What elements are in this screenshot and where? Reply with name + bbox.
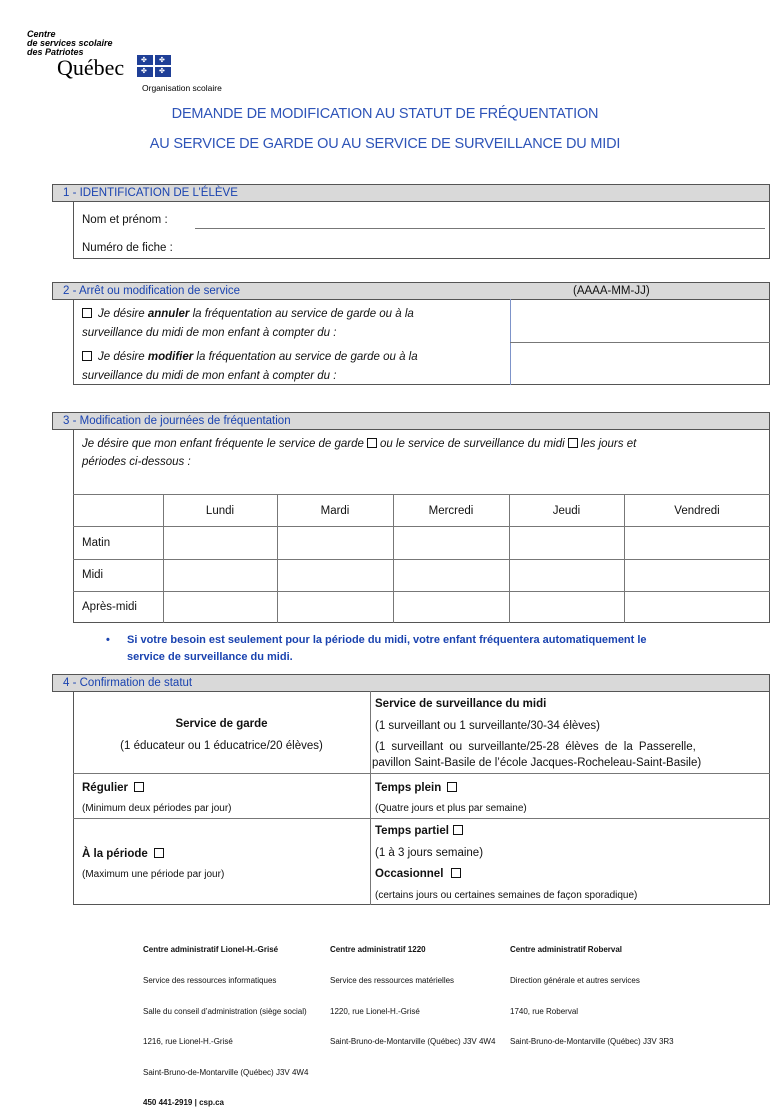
day-mercredi: Mercredi [428, 505, 474, 517]
footer-col-1-line: Salle du conseil d’administration (siège social) [143, 1006, 307, 1016]
section-4-row-2 [73, 818, 770, 819]
periode-option: À la période [82, 848, 167, 860]
midi-checkbox[interactable] [568, 438, 578, 448]
option-annuler-line-2: surveillance du midi de mon enfant à compter du : [82, 327, 337, 339]
section-1-box [73, 201, 770, 259]
annuler-checkbox[interactable] [82, 308, 92, 318]
temps-plein-note: (Quatre jours et plus par semaine) [375, 803, 527, 814]
footer-col-3-line: Direction générale et autres services [510, 976, 640, 986]
garde-ratio: (1 éducateur ou 1 éducatrice/20 élèves) [120, 740, 323, 752]
footer-col-3-line: 1740, rue Roberval [510, 1006, 579, 1016]
footer-col-2 [330, 925, 495, 1058]
option-modifier: Je désire modifier la fréquentation au service de garde ou à la [80, 351, 418, 363]
section-3-intro-line-2: périodes ci-dessous : [82, 456, 191, 468]
logo-line-2: de services scolaire [27, 38, 113, 48]
logo-line-3: des Patriotes [27, 47, 84, 57]
temps-partiel-option: Temps partiel [375, 825, 466, 837]
midi-ratio-2-line-2: pavillon Saint-Basile de l’école Jacques-Rocheleau-Saint-Basile) [372, 757, 702, 769]
annuler-date-field[interactable] [511, 300, 769, 342]
midi-ratio-2: (1 surveillant ou surveillante/25-28 élèves de la Passerelle, [375, 741, 696, 753]
footer-col-3 [510, 925, 674, 1058]
footer-col-1-line: 1216, rue Lionel-H.-Grisé [143, 1037, 233, 1047]
option-modifier-line-2: surveillance du midi de mon enfant à compter du : [82, 370, 337, 382]
date-format-label: (AAAA-MM-JJ) [573, 285, 650, 297]
section-3-intro: Je désire que mon enfant fréquente le service de garde ou le service de surveillance du midi les jours et [82, 438, 637, 451]
temps-plein-checkbox[interactable] [447, 782, 457, 792]
title-line-2: AU SERVICE DE GARDE OU AU SERVICE DE SURVEILLANCE DU MIDI [149, 136, 621, 152]
footer-col-1-title: Centre administratif Lionel-H.-Grisé [143, 945, 279, 955]
footer-col-1 [143, 925, 308, 1119]
footer-col-3-line: Saint-Bruno-de-Montarville (Québec) J3V 3R3 [510, 1037, 674, 1047]
logo [27, 30, 227, 95]
periode-note: (Maximum une période par jour) [82, 869, 225, 880]
footer-col-1-line: Saint-Bruno-de-Montarville (Québec) J3V 4W4 [143, 1067, 309, 1077]
section-4-row-1 [73, 773, 770, 774]
regulier-note: (Minimum deux périodes par jour) [82, 803, 232, 814]
occasionnel-note: (certains jours ou certaines semaines de façon sporadique) [375, 890, 638, 901]
modifier-checkbox[interactable] [82, 351, 92, 361]
temps-partiel-note: (1 à 3 jours semaine) [375, 847, 484, 859]
logo-quebec: Québec [57, 55, 125, 80]
temps-partiel-checkbox[interactable] [453, 825, 463, 835]
midi-title: Service de surveillance du midi [375, 698, 547, 710]
title-line-1: DEMANDE DE MODIFICATION AU STATUT DE FRÉQUENTATION [171, 106, 599, 122]
option-annuler: Je désire annuler la fréquentation au service de garde ou à la [80, 308, 414, 320]
garde-title: Service de garde [175, 718, 268, 730]
section-4-header: 4 - Confirmation de statut [52, 674, 770, 692]
temps-plein-option: Temps plein [375, 782, 460, 794]
day-vendredi: Vendredi [674, 505, 720, 517]
footer-col-1-line: Service des ressources informatiques [143, 976, 277, 986]
regulier-option: Régulier [82, 782, 147, 794]
period-apres-midi: Après-midi [82, 601, 137, 613]
day-jeudi: Jeudi [552, 505, 581, 517]
section-1-header: 1 - IDENTIFICATION DE L’ÉLÈVE [52, 184, 770, 202]
day-lundi: Lundi [205, 505, 235, 517]
logo-line-1: Centre [27, 29, 56, 39]
period-matin: Matin [82, 537, 111, 549]
occasionnel-option: Occasionnel [375, 868, 464, 880]
logo-org: Organisation scolaire [142, 83, 222, 93]
periode-checkbox[interactable] [154, 848, 164, 858]
garde-checkbox[interactable] [367, 438, 377, 448]
quebec-flag-icon: ✤ ✤ ✤ ✤ [137, 55, 171, 77]
footer-col-2-line: 1220, rue Lionel-H.-Grisé [330, 1006, 420, 1016]
section-4-divider [370, 691, 371, 905]
section-3-header: 3 - Modification de journées de fréquentation [52, 412, 770, 430]
footer-contact: 450 441-2919 | csp.ca [143, 1098, 224, 1108]
section-2-header [52, 282, 770, 300]
footer-col-2-title: Centre administratif 1220 [330, 945, 426, 955]
day-mardi: Mardi [320, 505, 350, 517]
section-2-title: 2 - Arrêt ou modification de service [63, 285, 241, 297]
footer-col-3-title: Centre administratif Roberval [510, 945, 623, 955]
regulier-checkbox[interactable] [134, 782, 144, 792]
footer-col-2-line: Saint-Bruno-de-Montarville (Québec) J3V 4W4 [330, 1037, 496, 1047]
name-label: Nom et prénom : [82, 214, 168, 226]
fiche-label: Numéro de fiche : [82, 242, 173, 254]
name-field[interactable] [195, 228, 765, 229]
modifier-date-field[interactable] [511, 343, 769, 384]
period-midi: Midi [82, 569, 104, 581]
occasionnel-checkbox[interactable] [451, 868, 461, 878]
midi-ratio-1: (1 surveillant ou 1 surveillante/30-34 élèves) [375, 720, 601, 732]
footer-col-2-line: Service des ressources matérielles [330, 976, 455, 986]
